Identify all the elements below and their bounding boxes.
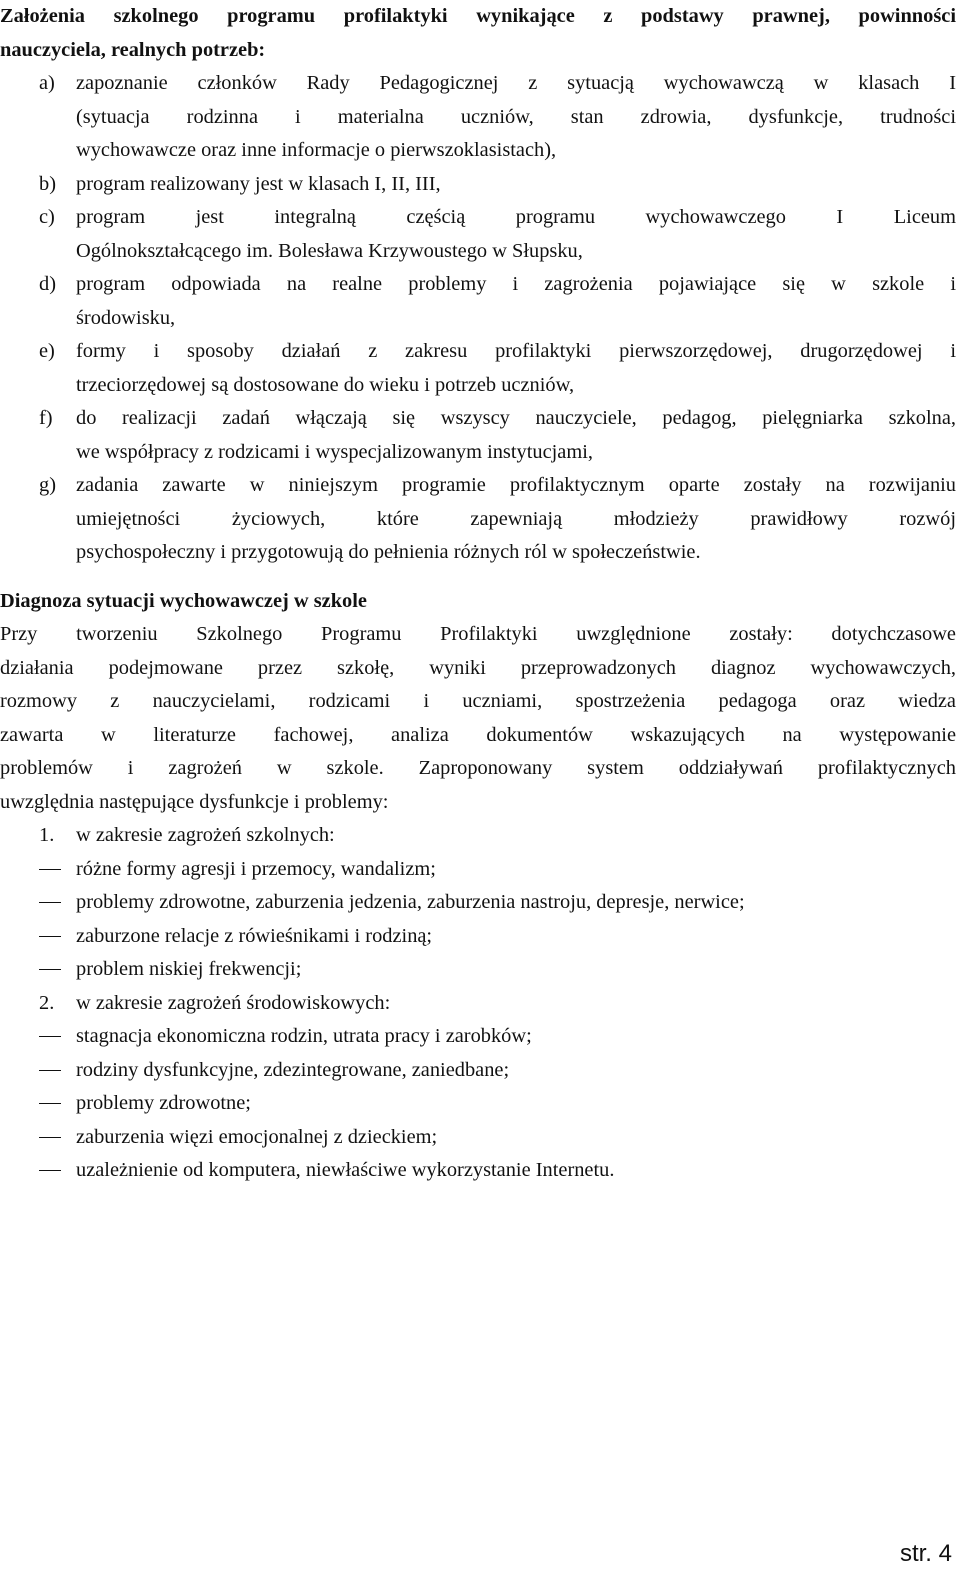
section-title-line-2: nauczyciela, realnych potrzeb:: [0, 38, 266, 61]
dash-bullet-icon: [39, 936, 61, 937]
bullet-text: problemy zdrowotne;: [76, 1092, 251, 1114]
item-text-line: psychospołeczny i przygotowują do pełnienia różnych ról w społeczeństwie.: [76, 541, 701, 563]
bullet-item: [0, 920, 956, 954]
assumption-item: [0, 268, 956, 335]
bullet-text: rodziny dysfunkcyjne, zdezintegrowane, zaniedbane;: [76, 1058, 510, 1081]
bullet-item: [0, 1054, 956, 1088]
item-text-line: program odpowiada na realne problemy i zagrożenia pojawiające się w szkole i: [76, 273, 956, 295]
group-number: 2.: [39, 991, 55, 1014]
item-text-line: środowisku,: [76, 306, 176, 329]
bullet-text: różne formy agresji i przemocy, wandalizm;: [76, 857, 436, 880]
dash-bullet-icon: [39, 1070, 61, 1071]
assumption-item: [0, 168, 956, 202]
item-text-line: formy i sposoby działań z zakresu profilaktyki pierwszorzędowej, drugorzędowej i: [76, 340, 956, 362]
item-text: [76, 402, 956, 469]
bullet-item: [0, 853, 956, 887]
diagnosis-title: Diagnoza sytuacji wychowawczej w szkole: [0, 589, 367, 612]
bullet-text: uzależnienie od komputera, niewłaściwe wykorzystanie Internetu.: [76, 1159, 615, 1181]
paragraph-line: rozmowy z nauczycielami, rodzicami i uczniami, spostrzeżenia pedagoga oraz wiedza: [0, 690, 956, 712]
item-text: [76, 268, 956, 335]
item-label: d): [39, 273, 56, 295]
group-title: w zakresie zagrożeń środowiskowych:: [76, 991, 391, 1014]
item-text-line: zapoznanie członków Rady Pedagogicznej z sytuacją wychowawczą w klasach I: [76, 72, 956, 94]
item-text: [76, 67, 956, 168]
item-text: [76, 469, 956, 570]
assumption-item: [0, 67, 956, 168]
item-text-line: program realizowany jest w klasach I, II, III,: [76, 172, 441, 195]
section-diagnosis: [0, 585, 956, 1188]
item-text-line: umiejętności życiowych, które zapewniają młodzieży prawidłowy rozwój: [76, 507, 956, 530]
dash-bullet-icon: [39, 1137, 61, 1138]
bullet-item: [0, 1087, 956, 1121]
item-text-line: do realizacji zadań włączają się wszyscy nauczyciele, pedagog, pielęgniarka szkolna,: [76, 407, 956, 429]
assumption-item: [0, 402, 956, 469]
bullet-text: problem niskiej frekwencji;: [76, 958, 302, 980]
dash-bullet-icon: [39, 1103, 61, 1104]
item-text-line: program jest integralną częścią programu wychowawczego I Liceum: [76, 206, 956, 228]
paragraph-line: działania podejmowane przez szkołę, wyniki przeprowadzonych diagnoz wychowawczych,: [0, 656, 956, 679]
group-title: w zakresie zagrożeń szkolnych:: [76, 824, 335, 846]
diagnosis-paragraph: [0, 618, 956, 819]
bullet-text: zaburzenia więzi emocjonalnej z dzieckiem;: [76, 1125, 438, 1148]
item-text-line: zadania zawarte w niniejszym programie profilaktycznym oparte zostały na rozwijaniu: [76, 474, 956, 496]
bullet-text: stagnacja ekonomiczna rodzin, utrata pracy i zarobków;: [76, 1025, 532, 1047]
assumption-item: [0, 201, 956, 268]
paragraph-line: Przy tworzeniu Szkolnego Programu Profilaktyki uwzględnione zostały: dotychczasowe: [0, 623, 956, 645]
dash-bullet-icon: [39, 969, 61, 970]
section-title-line-1: Założenia szkolnego programu profilaktyki wynikające z podstawy prawnej, powinności: [0, 5, 956, 27]
paragraph-line: problemów i zagrożeń w szkole. Zaproponowany system oddziaływań profilaktycznych: [0, 757, 956, 779]
bullet-text: problemy zdrowotne, zaburzenia jedzenia, zaburzenia nastroju, depresje, nerwice;: [76, 891, 745, 913]
item-label: b): [39, 172, 56, 195]
item-label: a): [39, 72, 55, 94]
dash-bullet-icon: [39, 1036, 61, 1037]
item-label: g): [39, 474, 56, 496]
bullet-item: [0, 1020, 956, 1054]
assumption-item: [0, 335, 956, 402]
item-text: [76, 168, 956, 202]
group-number: 1.: [39, 824, 55, 846]
paragraph-line: zawarta w literaturze fachowej, analiza dokumentów wskazujących na występowanie: [0, 723, 956, 746]
item-text: [76, 335, 956, 402]
bullet-item: [0, 886, 956, 920]
assumption-list: [0, 67, 956, 570]
group-heading: [0, 987, 956, 1021]
item-label: f): [39, 407, 53, 429]
bullet-item: [0, 1121, 956, 1155]
threat-groups: [0, 819, 956, 1188]
item-text-line: we współpracy z rodzicami i wyspecjalizowanym instytucjami,: [76, 440, 593, 463]
assumption-item: [0, 469, 956, 570]
bullet-item: [0, 953, 956, 987]
item-text: [76, 201, 956, 268]
dash-bullet-icon: [39, 1170, 61, 1171]
section-assumptions: [0, 0, 956, 570]
dash-bullet-icon: [39, 902, 61, 903]
item-text-line: wychowawcze oraz inne informacje o pierwszoklasistach),: [76, 139, 557, 161]
page-number: str. 4: [899, 1540, 952, 1567]
item-text-line: (sytuacja rodzinna i materialna uczniów, stan zdrowia, dysfunkcje, trudności: [76, 105, 956, 128]
dash-bullet-icon: [39, 869, 61, 870]
item-text-line: Ogólnokształcącego im. Bolesława Krzywoustego w Słupsku,: [76, 239, 583, 262]
item-label: e): [39, 340, 55, 362]
paragraph-line: uwzględnia następujące dysfunkcje i problemy:: [0, 790, 389, 813]
item-label: c): [39, 206, 55, 228]
bullet-item: [0, 1154, 956, 1188]
bullet-text: zaburzone relacje z rówieśnikami i rodziną;: [76, 924, 433, 947]
group-heading: [0, 819, 956, 853]
item-text-line: trzeciorzędowej są dostosowane do wieku i potrzeb uczniów,: [76, 373, 575, 396]
